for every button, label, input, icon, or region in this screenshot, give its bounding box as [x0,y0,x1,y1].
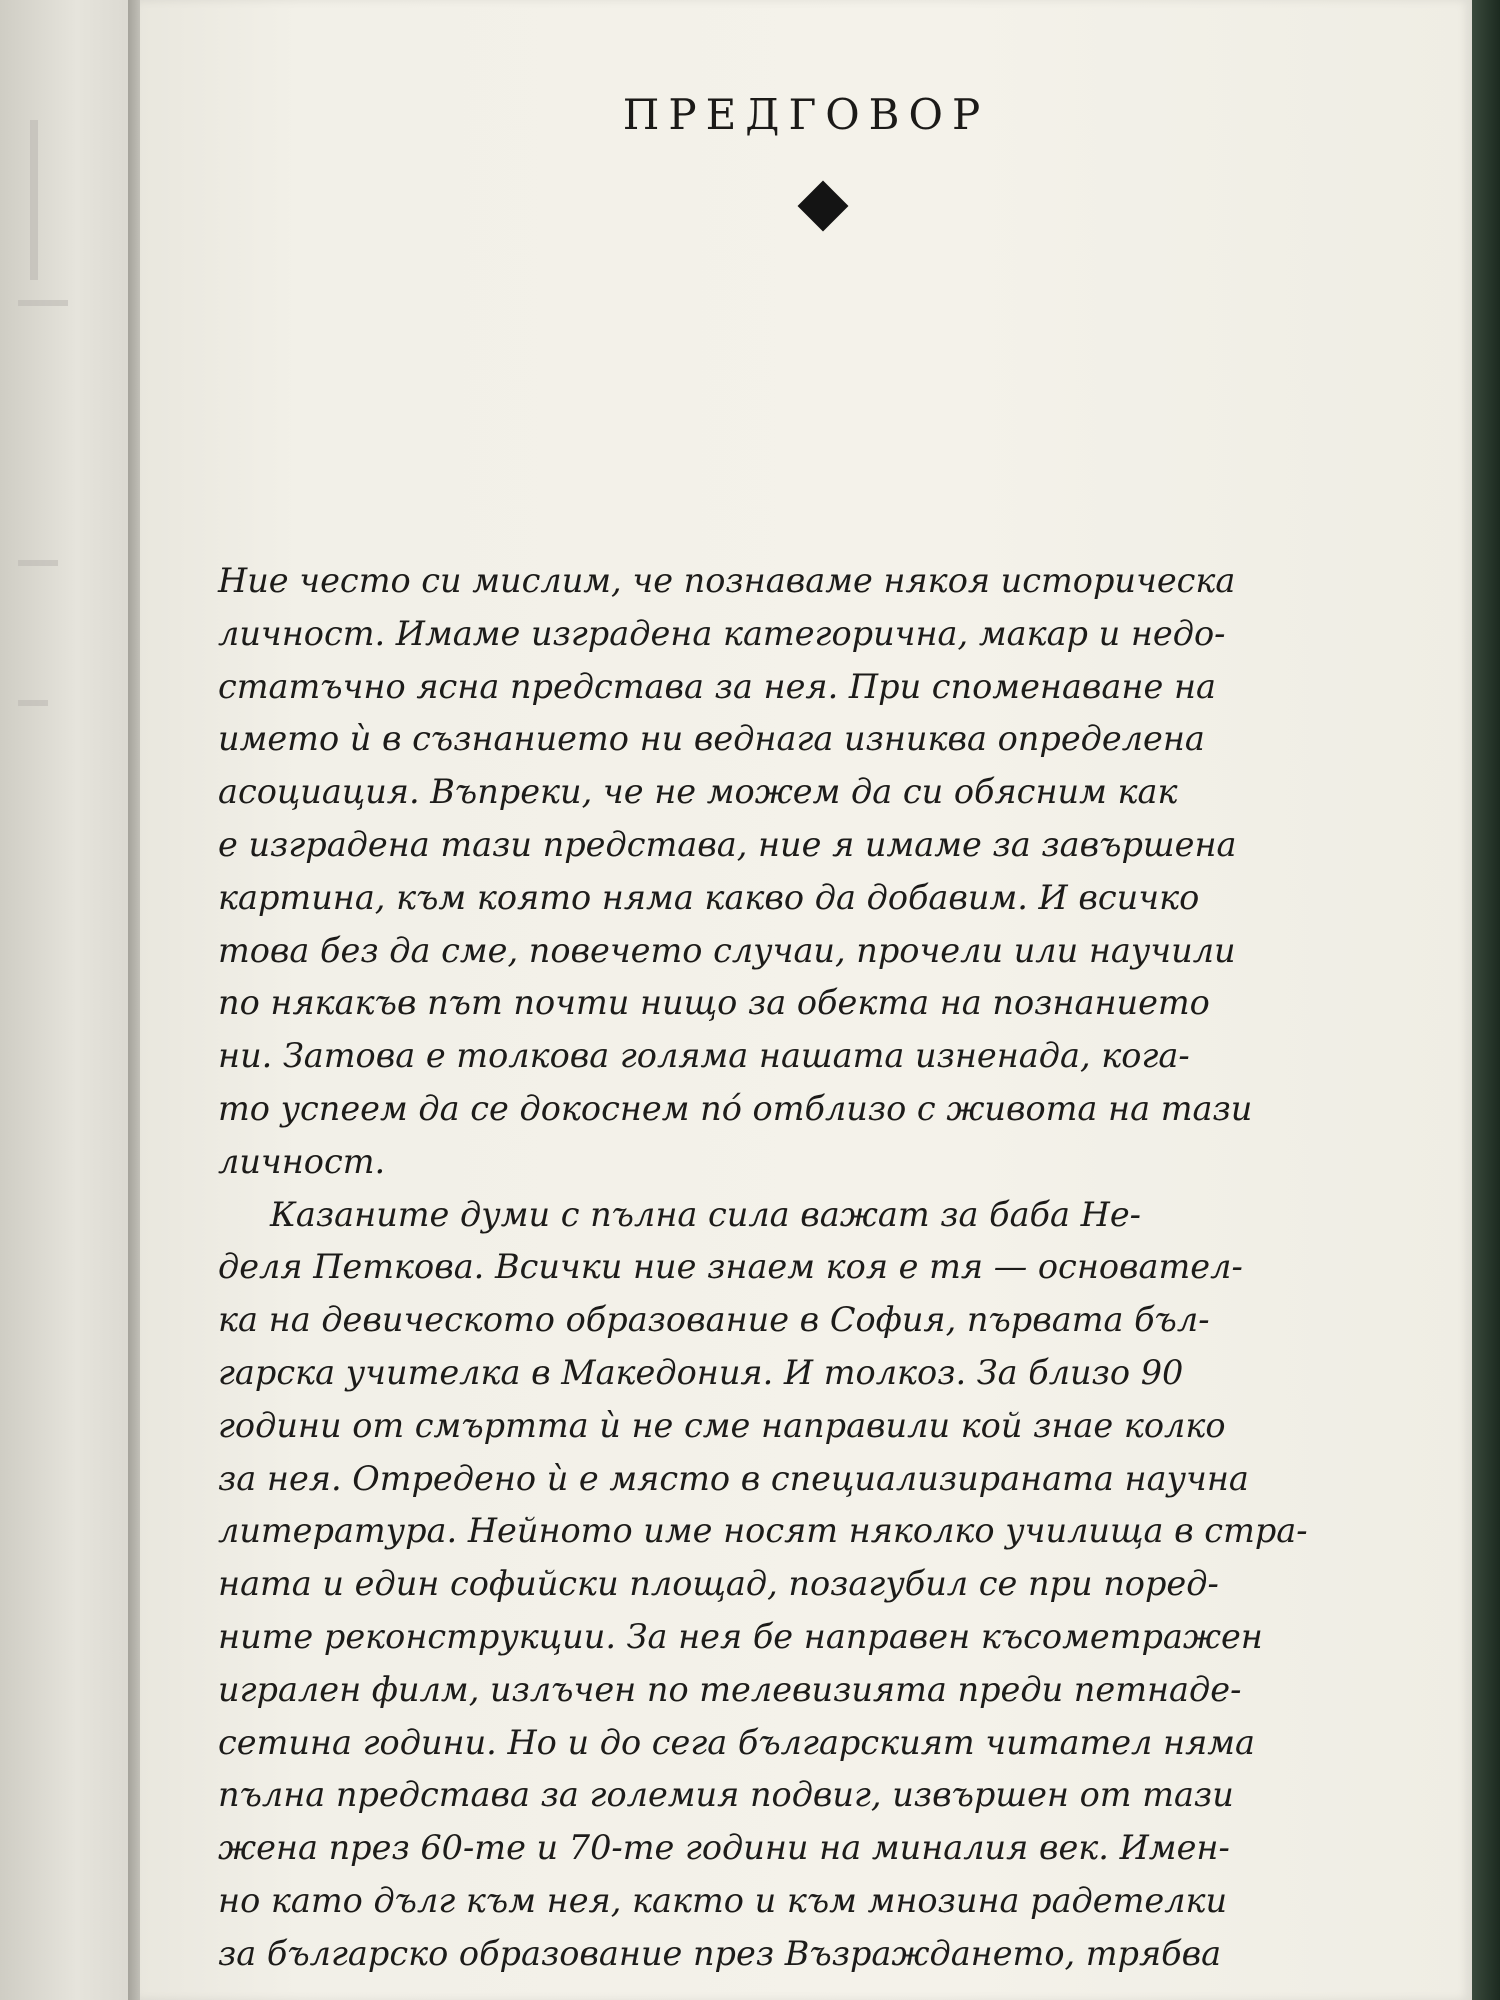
text-line: ни. Затова е толкова голяма нашата изненада, кога- [218,1036,1190,1076]
diamond-ornament-icon [798,181,849,232]
text-line: ните реконструкции. За нея бе направен късометражен [218,1616,1263,1656]
text-line: години от смъртта ѝ не сме направили кой знае колко [218,1405,1226,1445]
page-title: ПРЕДГОВОР [622,90,990,139]
text-line: но като дълг към нея, както и към мнозина радетелки [218,1880,1228,1920]
text-line: асоциация. Въпреки, че не можем да си обясним как [218,772,1178,812]
text-line: картина, към която няма какво да добавим. И всичко [218,877,1200,917]
text-line: ната и един софийски площад, позагубил се при поред- [218,1564,1219,1604]
text-line: Ние често си мислим, че познаваме някоя историческа [218,561,1236,600]
ghost-mark [18,300,68,306]
text-line: деля Петкова. Всички ние знаем коя е тя — основател- [218,1247,1243,1287]
ghost-mark [18,700,48,706]
text-line: по някакъв път почти нищо за обекта на познанието [218,983,1210,1023]
text-line: игрален филм, излъчен по телевизията преди петнаде- [218,1669,1242,1709]
text-line: за нея. Отредено ѝ е място в специализираната научна [218,1458,1249,1498]
text-line: личност. Имаме изградена категорична, макар и недо- [218,613,1226,653]
text-line: пълна представа за големия подвиг, извършен от тази [218,1775,1234,1815]
text-line: жена през 60-те и 70-те години на миналия век. Имен- [218,1828,1230,1868]
ghost-mark [18,560,58,566]
ghost-mark [30,120,38,280]
paragraph-1 [218,555,1398,1189]
text-line: за българско образование през Възраждането, трябва [218,1933,1222,1973]
text-line: сетина години. Но и до сега българският читател няма [218,1722,1256,1762]
text-line: то успеем да се докоснем по́ отблизо с живота на тази [218,1088,1253,1128]
text-line: личност. [218,1141,386,1181]
body-text [218,555,1398,1981]
text-line: това без да сме, повечето случаи, прочели или научили [218,930,1236,970]
previous-page-edge [0,0,140,2000]
text-line: Казаните думи с пълна сила важат за баба Не- [270,1194,1141,1234]
text-line: литература. Нейното име носят няколко училища в стра- [218,1511,1308,1551]
background-edge [1472,0,1500,2000]
paragraph-2 [218,1189,1398,1981]
text-line: ка на девическото образование в София, първата бъл- [218,1300,1210,1340]
text-line: гарска учителка в Македония. И толкоз. За близо 90 [218,1352,1184,1392]
text-line: е изградена тази представа, ние я имаме за завършена [218,824,1237,864]
text-line: името ѝ в съзнанието ни веднага изниква определена [218,719,1205,759]
text-line: статъчно ясна представа за нея. При споменаване на [218,666,1216,706]
book-page [140,0,1472,2000]
